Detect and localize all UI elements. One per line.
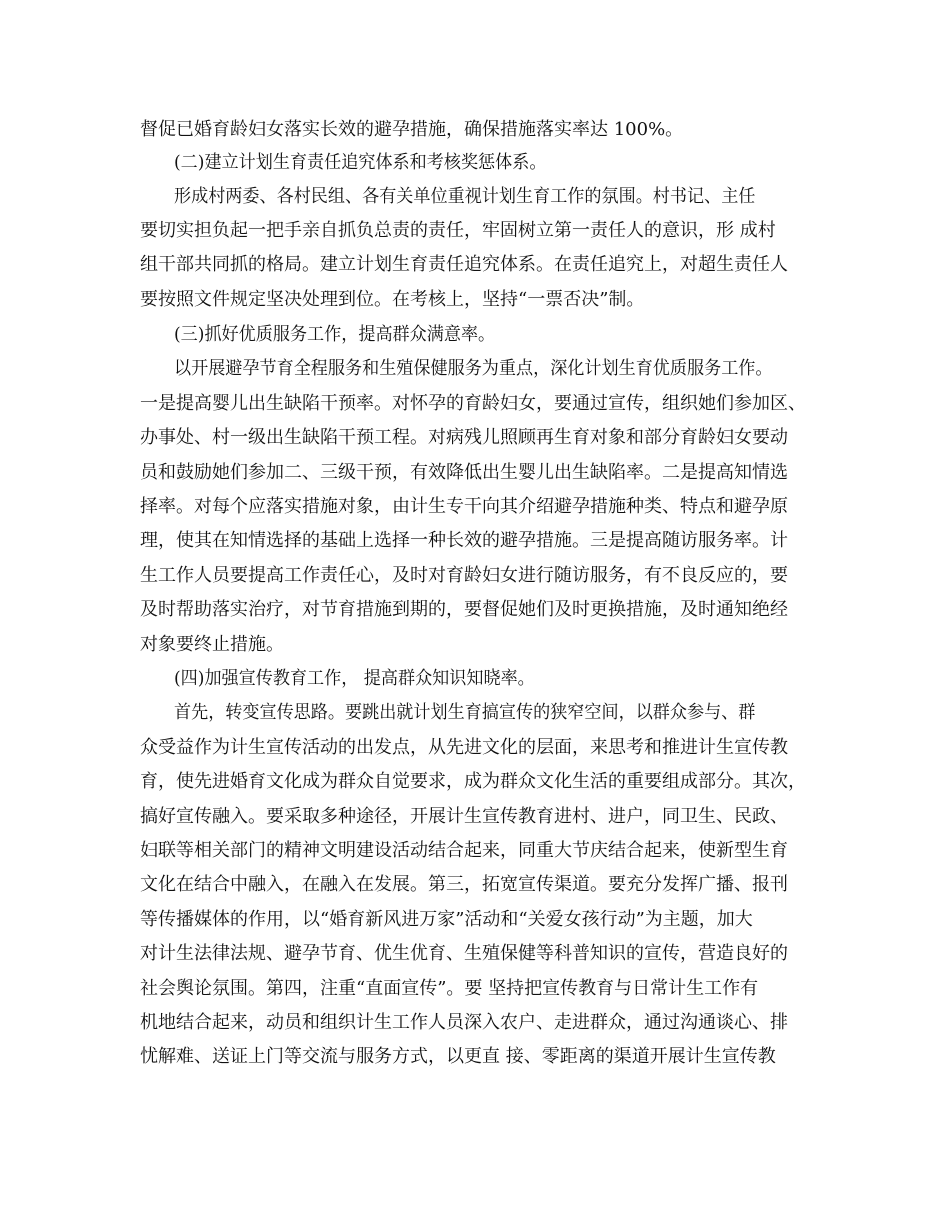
text-line: 员和鼓励她们参加二、三级干预，有效降低出生婴儿出生缺陷率。二是提高知情选 bbox=[140, 462, 788, 483]
text-line: 要按照文件规定坚决处理到位。在考核上，坚持“一票否决”制。 bbox=[140, 289, 645, 310]
text-line: 社会舆论氛围。第四，注重“直面宣传”。要 坚持把宣传教育与日常计生工作有 bbox=[140, 978, 759, 999]
text-line: 择率。对每个应落实措施对象，由计生专干向其介绍避孕措施种类、特点和避孕原 bbox=[140, 496, 788, 517]
text-line: 对象要终止措施。 bbox=[140, 634, 284, 655]
section-heading: (二)建立计划生育责任追究体系和考核奖惩体系。 bbox=[174, 152, 547, 173]
section-heading: (三)抓好优质服务工作，提高群众满意率。 bbox=[174, 324, 496, 345]
paragraph-start-line: 以开展避孕节育全程服务和生殖保健服务为重点，深化计划生育优质服务工作。 bbox=[174, 358, 773, 379]
text-line: 育，使先进婚育文化成为群众自觉要求，成为群众文化生活的重要组成部分。其次， bbox=[140, 771, 806, 792]
text-line: 妇联等相关部门的精神文明建设活动结合起来，同重大节庆结合起来，使新型生育 bbox=[140, 840, 788, 861]
paragraph-start-line: 首先，转变宣传思路。要跳出就计划生育搞宣传的狭窄空间，以群众参与、群 bbox=[174, 702, 756, 723]
text-line: 文化在结合中融入，在融入在发展。第三，拓宽宣传渠道。要充分发挥广播、报刊 bbox=[140, 874, 788, 895]
text-line: 理，使其在知情选择的基础上选择一种长效的避孕措施。三是提高随访服务率。计 bbox=[140, 530, 788, 551]
text-line: 对计生法律法规、避孕节育、优生优育、生殖保健等科普知识的宣传，营造良好的 bbox=[140, 943, 788, 964]
text-line: 要切实担负起一把手亲自抓负总责的责任，牢固树立第一责任人的意识，形 成村 bbox=[140, 220, 776, 241]
text-line: 生工作人员要提高工作责任心，及时对育龄妇女进行随访服务，有不良反应的，要 bbox=[140, 565, 788, 586]
text-line: 一是提高婴儿出生缺陷干预率。对怀孕的育龄妇女，要通过宣传，组织她们参加区、 bbox=[140, 393, 806, 414]
text-line: 机地结合起来，动员和组织计生工作人员深入农户、走进群众，通过沟通谈心、排 bbox=[140, 1012, 788, 1033]
section-heading: (四)加强宣传教育工作， 提高群众知识知晓率。 bbox=[174, 668, 535, 689]
text-line: 及时帮助落实治疗，对节育措施到期的，要督促她们及时更换措施，及时通知绝经 bbox=[140, 599, 788, 620]
paragraph-start-line: 形成村两委、各村民组、各有关单位重视计划生育工作的氛围。村书记、主任 bbox=[174, 186, 756, 207]
text-line: 忧解难、送证上门等交流与服务方式，以更直 接、零距离的渠道开展计生宣传教 bbox=[140, 1046, 776, 1067]
text-line: 组干部共同抓的格局。建立计划生育责任追究体系。在责任追究上，对超生责任人 bbox=[140, 254, 788, 275]
text-line: 办事处、村一级出生缺陷干预工程。对病残儿照顾再生育对象和部分育龄妇女要动 bbox=[140, 427, 788, 448]
text-line: 督促已婚育龄妇女落实长效的避孕措施，确保措施落实率达 100%。 bbox=[140, 119, 684, 140]
text-line: 众受益作为计生宣传活动的出发点，从先进文化的层面，来思考和推进计生宣传教 bbox=[140, 737, 788, 758]
text-line: 搞好宣传融入。要采取多种途径，开展计生宣传教育进村、进户，同卫生、民政、 bbox=[140, 806, 788, 827]
text-line: 等传播媒体的作用，以“婚育新风进万家”活动和“关爱女孩行动”为主题，加大 bbox=[140, 909, 753, 930]
